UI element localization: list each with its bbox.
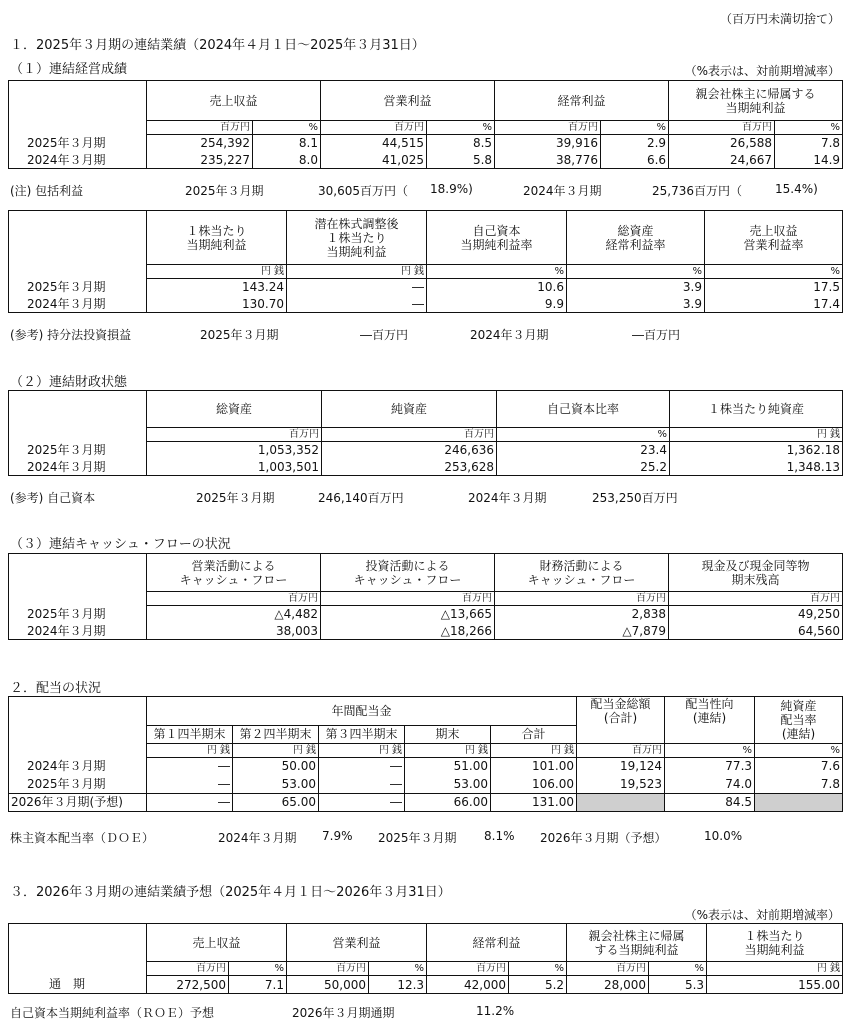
table-row: 2025年３月期 254,392 8.1 44,515 8.5 39,916 2.9 26,588 7.8 [9,135,843,152]
section-3-title: ３．2026年３月期の連結業績予想（2025年４月１日～2026年３月31日） [10,885,451,900]
financial-position-table: 総資産 純資産 自己資本比率 １株当たり純資産 百万円 百万円 % 円 銭 2025年３月期 1,053,352 246,636 23.4 1,362.18 2024年３月期 1,003,501 253,628 25.2 1,348.13 [8,390,843,476]
pct-note: （%表示は、対前期増減率） [684,908,840,922]
total-header: 合計 [491,725,577,743]
table-row: 2025年３月期 △4,482 △13,665 2,838 49,250 [9,606,843,623]
operating-cf-header: 営業活動による キャッシュ・フロー [147,554,321,592]
revenue-forecast-header: 売上収益 [147,924,287,962]
section-1-3-title: （３）連結キャッシュ・フローの状況 [10,537,231,552]
dividend-table: 年間配当金 配当金総額 (合計) 配当性向 (連結) 純資産 配当率 (連結) 第１四半期末 第２四半期末 第３四半期末 期末 合計 円 銭 円 銭 円 銭 円 銭 円 銭 百万円 % % 2024年３月期 ― 50.00 ― 51.00 101.00 19,124 77.3 7.6 2025年３月期 ― 53.00 ― 53.00 106.00 19,523 74.0 7.8 2026年３月期(予想) ― 65.00 ― 66.00 131.00 84.5 [8,696,843,812]
ordinary-profit-forecast-header: 経常利益 [427,924,567,962]
pct-note: （%表示は、対前期増減率） [684,64,840,78]
roe-label: 自己資本当期純利益率（ＲＯＥ）予想 [10,1006,215,1020]
investing-cf-header: 投資活動による キャッシュ・フロー [321,554,495,592]
equity-method-note: (参考) 持分法投資損益 [10,328,132,342]
cash-balance-header: 現金及び現金同等物 期末残高 [669,554,843,592]
q1-header: 第１四半期末 [147,725,233,743]
table-row: 2024年３月期 ― 50.00 ― 51.00 101.00 19,124 77.3 7.6 [9,757,843,775]
net-profit-forecast-header: 親会社株主に帰属 する当期純利益 [567,924,707,962]
section-1-title: １．2025年３月期の連結業績（2024年４月１日～2025年３月31日） [10,38,425,53]
cash-flow-table: 営業活動による キャッシュ・フロー 投資活動による キャッシュ・フロー 財務活動による キャッシュ・フロー 現金及び現金同等物 期末残高 百万円 百万円 百万円 百万円 2025年３月期 △4,482 △13,665 2,838 49,250 2024年３月期 38,003 △18,266 △7,879 64,560 [8,553,843,640]
diluted-eps-header: 潜在株式調整後 １株当たり 当期純利益 [287,211,427,265]
section-1-1-title: （１）連結経営成績 [10,62,128,77]
bps-header: １株当たり純資産 [670,391,843,428]
eps-header: １株当たり 当期純利益 [147,211,287,265]
table-row: 通 期 272,500 7.1 50,000 12.3 42,000 5.2 28,000 5.3 155.00 [9,976,843,994]
total-assets-header: 総資産 [147,391,322,428]
operating-profit-forecast-header: 営業利益 [287,924,427,962]
unit-note: （百万円未満切捨て） [719,12,840,26]
table-row: 2024年３月期 235,227 8.0 41,025 5.8 38,776 6.6 24,667 14.9 [9,152,843,169]
table-row: 2025年３月期 143.24 ― 10.6 3.9 17.5 [9,279,843,296]
equity-note: (参考) 自己資本 [10,491,96,505]
annual-dividend-header: 年間配当金 [147,697,577,726]
eps-forecast-header: １株当たり 当期純利益 [707,924,843,962]
shaded-cell [755,793,843,811]
net-assets-header: 純資産 [322,391,497,428]
row-label-header [9,81,147,121]
operating-margin-header: 売上収益 営業利益率 [705,211,843,265]
operating-results-table: 売上収益 営業利益 経常利益 親会社株主に帰属する 当期純利益 百万円 % 百万円 % 百万円 % 百万円 % 2025年３月期 254,392 8.1 44,515 8.5 39,916 2.9 26,588 7.8 2024年３月期 235,227 8.0 41,025 5.8 38,776 6.6 24,667 14.9 [8,80,843,169]
ordinary-profit-header: 経常利益 [495,81,669,121]
roe-header: 自己資本 当期純利益率 [427,211,567,265]
table-row: 2025年３月期 1,053,352 246,636 23.4 1,362.18 [9,442,843,459]
table-row-forecast: 2026年３月期(予想) ― 65.00 ― 66.00 131.00 84.5 [9,793,843,811]
operating-profit-header: 営業利益 [321,81,495,121]
table-row: 2024年３月期 1,003,501 253,628 25.2 1,348.13 [9,459,843,476]
section-1-2-title: （２）連結財政状態 [10,375,128,390]
equity-ratio-header: 自己資本比率 [497,391,670,428]
revenue-header: 売上収益 [147,81,321,121]
financing-cf-header: 財務活動による キャッシュ・フロー [495,554,669,592]
per-share-table: １株当たり 当期純利益 潜在株式調整後 １株当たり 当期純利益 自己資本 当期純利益率 総資産 経常利益率 売上収益 営業利益率 円 銭 円 銭 % % % 2025年３月期 143.24 ― 10.6 3.9 17.5 2024年３月期 130.70 ― 9.9 3.9 17.4 [8,210,843,313]
section-2-title: ２．配当の状況 [10,681,102,696]
forecast-table: 売上収益 営業利益 経常利益 親会社株主に帰属 する当期純利益 １株当たり 当期純利益 百万円 % 百万円 % 百万円 % 百万円 % 円 銭 通 期 272,500 7.1 50,000 12.3 42,000 5.2 28,000 5.3 155.00 [8,923,843,994]
q3-header: 第３四半期末 [319,725,405,743]
table-row: 2024年３月期 130.70 ― 9.9 3.9 17.4 [9,296,843,313]
year-end-header: 期末 [405,725,491,743]
doe-label: 株主資本配当率（ＤＯＥ） [10,831,155,845]
doe-ratio-header: 純資産 配当率 (連結) [755,697,843,744]
total-dividend-header: 配当金総額 (合計) [577,697,665,726]
payout-ratio-header: 配当性向 (連結) [665,697,755,726]
table-row: 2024年３月期 38,003 △18,266 △7,879 64,560 [9,623,843,640]
net-profit-header: 親会社株主に帰属する 当期純利益 [669,81,843,121]
table-row: 2025年３月期 ― 53.00 ― 53.00 106.00 19,523 74.0 7.8 [9,775,843,793]
q2-header: 第２四半期末 [233,725,319,743]
roa-header: 総資産 経常利益率 [567,211,705,265]
comprehensive-income-note: (注) 包括利益 [10,184,84,198]
shaded-cell [577,793,665,811]
